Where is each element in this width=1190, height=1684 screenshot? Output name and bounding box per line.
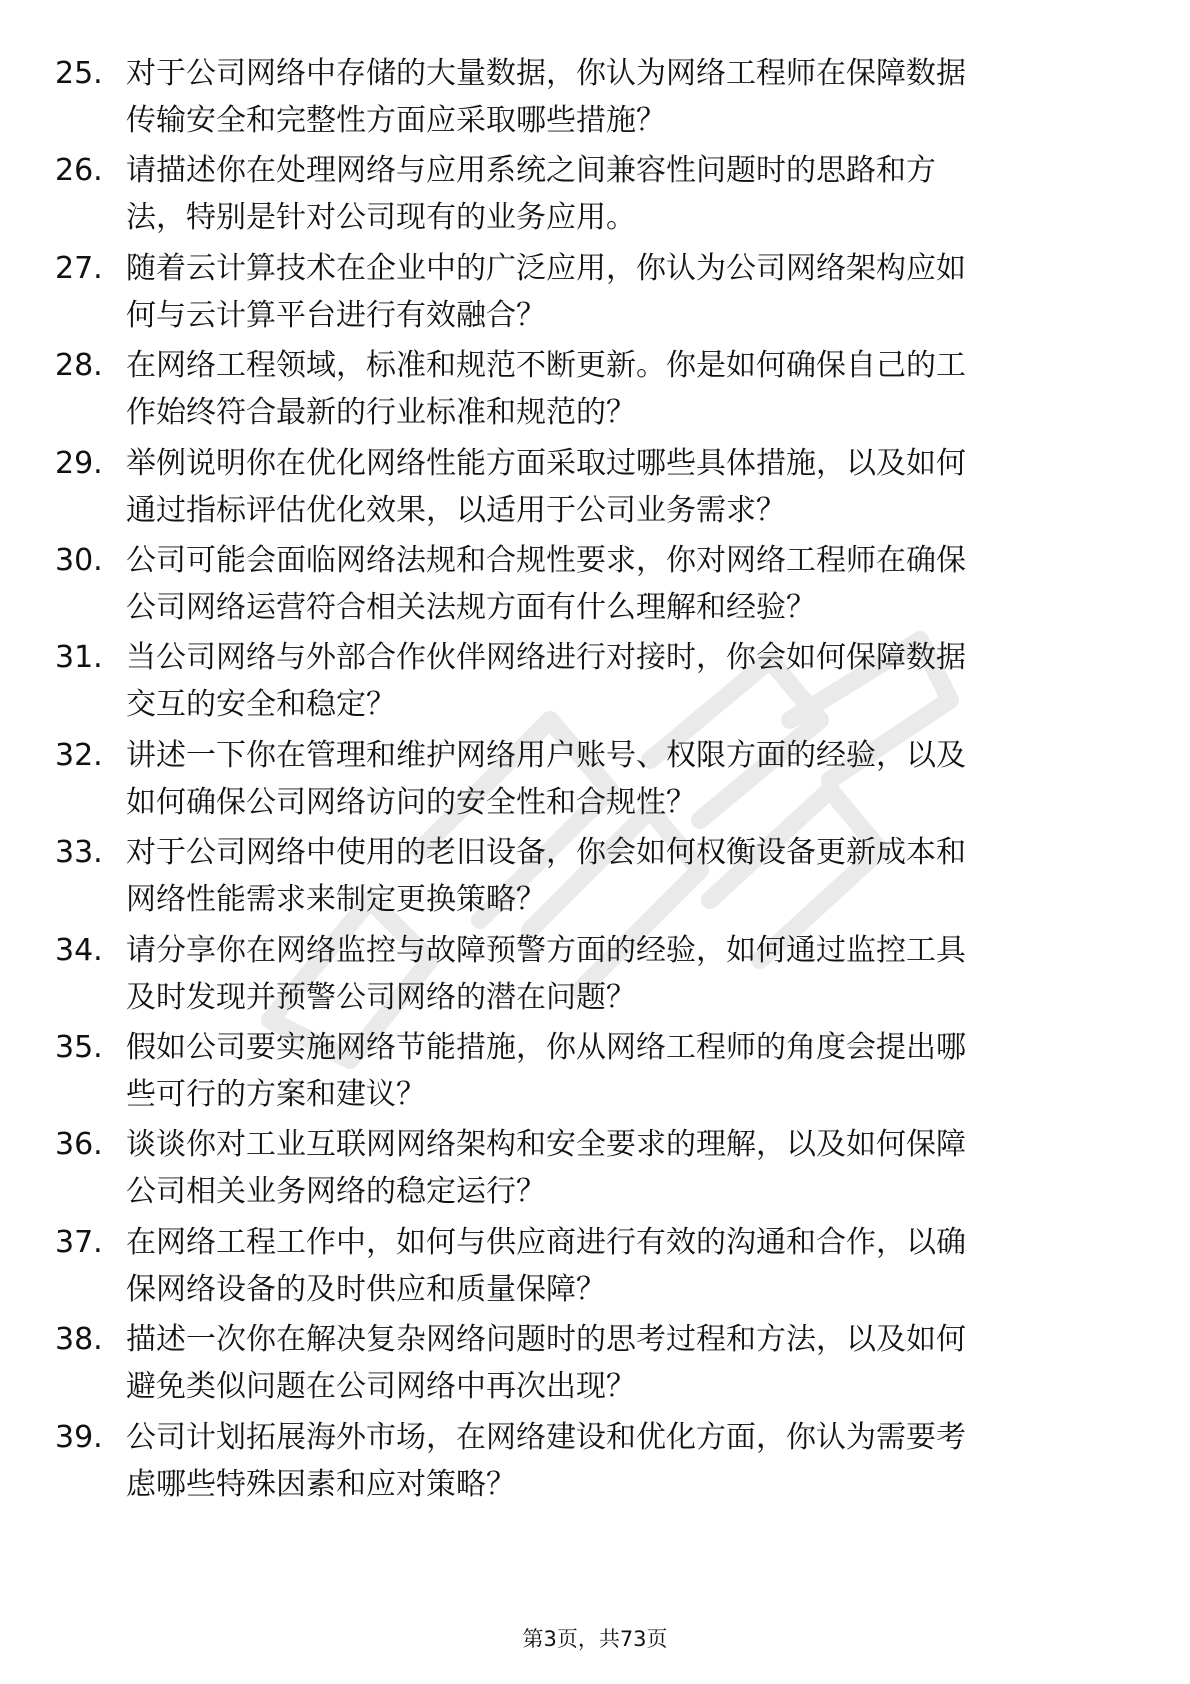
question-text-line: 网络性能需求来制定更换策略？ <box>126 882 546 918</box>
question-number: 33. <box>55 835 103 871</box>
question-text-line: 法，特别是针对公司现有的业务应用。 <box>126 200 636 236</box>
question-text <box>126 342 1126 436</box>
question-text-line: 如何确保公司网络访问的安全性和合规性？ <box>126 784 696 820</box>
question-text-line: 保网络设备的及时供应和质量保障？ <box>126 1271 606 1307</box>
question-text-line: 在网络工程领域，标准和规范不断更新。你是如何确保自己的工 <box>126 348 966 384</box>
question-number: 31. <box>55 640 103 676</box>
question-item <box>0 1414 1190 1514</box>
question-text <box>126 1316 1126 1410</box>
question-number: 38. <box>55 1322 103 1358</box>
question-text <box>126 50 1126 144</box>
question-text <box>126 245 1126 339</box>
question-number: 25. <box>55 56 103 91</box>
question-text-line: 讲述一下你在管理和维护网络用户账号、权限方面的经验，以及 <box>126 737 966 773</box>
question-item <box>0 147 1190 247</box>
question-text <box>126 147 1126 241</box>
question-text-line: 公司可能会面临网络法规和合规性要求，你对网络工程师在确保 <box>126 543 966 578</box>
question-text-line: 公司计划拓展海外市场，在网络建设和优化方面，你认为需要考 <box>126 1419 966 1455</box>
question-text <box>126 1024 1126 1118</box>
question-number: 35. <box>55 1030 103 1065</box>
question-text <box>126 1121 1126 1215</box>
question-text-line: 公司网络运营符合相关法规方面有什么理解和经验？ <box>126 590 816 625</box>
question-item <box>0 1024 1190 1124</box>
question-text-line: 谈谈你对工业互联网网络架构和安全要求的理解，以及如何保障 <box>126 1127 966 1163</box>
question-number: 28. <box>55 348 103 384</box>
question-text-line: 对于公司网络中使用的老旧设备，你会如何权衡设备更新成本和 <box>126 835 966 871</box>
question-text <box>126 732 1126 826</box>
page-number: 第3页，共73页 <box>522 1627 668 1651</box>
question-item <box>0 927 1190 1027</box>
question-item <box>0 440 1190 540</box>
question-text-line: 请描述你在处理网络与应用系统之间兼容性问题时的思路和方 <box>126 153 936 189</box>
question-number: 32. <box>55 737 103 773</box>
question-text-line: 描述一次你在解决复杂网络问题时的思考过程和方法，以及如何 <box>126 1322 966 1358</box>
question-text <box>126 440 1126 534</box>
question-text-line: 虑哪些特殊因素和应对策略？ <box>126 1466 516 1502</box>
question-text-line: 在网络工程工作中，如何与供应商进行有效的沟通和合作，以确 <box>126 1224 966 1260</box>
question-text-line: 随着云计算技术在企业中的广泛应用，你认为公司网络架构应如 <box>126 250 966 286</box>
question-text <box>126 634 1126 728</box>
question-item <box>0 245 1190 345</box>
question-text-line: 通过指标评估优化效果，以适用于公司业务需求？ <box>126 492 786 528</box>
question-text <box>126 927 1126 1021</box>
question-item <box>0 537 1190 637</box>
question-text-line: 何与云计算平台进行有效融合？ <box>126 297 546 333</box>
question-number: 36. <box>55 1127 103 1163</box>
question-text <box>126 829 1126 923</box>
question-text-line: 当公司网络与外部合作伙伴网络进行对接时，你会如何保障数据 <box>126 640 966 676</box>
question-item <box>0 1316 1190 1416</box>
question-number: 37. <box>55 1224 103 1260</box>
question-item <box>0 732 1190 832</box>
question-number: 34. <box>55 932 103 968</box>
question-text-line: 公司相关业务网络的稳定运行？ <box>126 1174 546 1210</box>
question-item <box>0 634 1190 734</box>
question-text-line: 作始终符合最新的行业标准和规范的？ <box>126 395 636 431</box>
question-number: 26. <box>55 153 103 189</box>
question-item <box>0 829 1190 929</box>
question-text-line: 对于公司网络中存储的大量数据，你认为网络工程师在保障数据 <box>126 56 966 91</box>
question-item <box>0 1121 1190 1221</box>
question-text-line: 请分享你在网络监控与故障预警方面的经验，如何通过监控工具 <box>126 932 966 968</box>
question-number: 30. <box>55 543 103 578</box>
question-item <box>0 342 1190 442</box>
question-text-line: 交互的安全和稳定？ <box>126 687 396 723</box>
question-number: 27. <box>55 250 103 286</box>
question-text-line: 避免类似问题在公司网络中再次出现？ <box>126 1369 636 1405</box>
question-text <box>126 1414 1126 1508</box>
question-item <box>0 50 1190 150</box>
question-number: 29. <box>55 445 103 481</box>
question-text-line: 些可行的方案和建议？ <box>126 1077 426 1112</box>
question-text-line: 举例说明你在优化网络性能方面采取过哪些具体措施，以及如何 <box>126 445 966 481</box>
question-text-line: 及时发现并预警公司网络的潜在问题？ <box>126 979 636 1015</box>
question-text <box>126 537 1126 631</box>
question-text-line: 假如公司要实施网络节能措施，你从网络工程师的角度会提出哪 <box>126 1030 966 1065</box>
question-text <box>126 1219 1126 1313</box>
question-text-line: 传输安全和完整性方面应采取哪些措施？ <box>126 103 666 138</box>
question-number: 39. <box>55 1419 103 1455</box>
question-item <box>0 1219 1190 1319</box>
